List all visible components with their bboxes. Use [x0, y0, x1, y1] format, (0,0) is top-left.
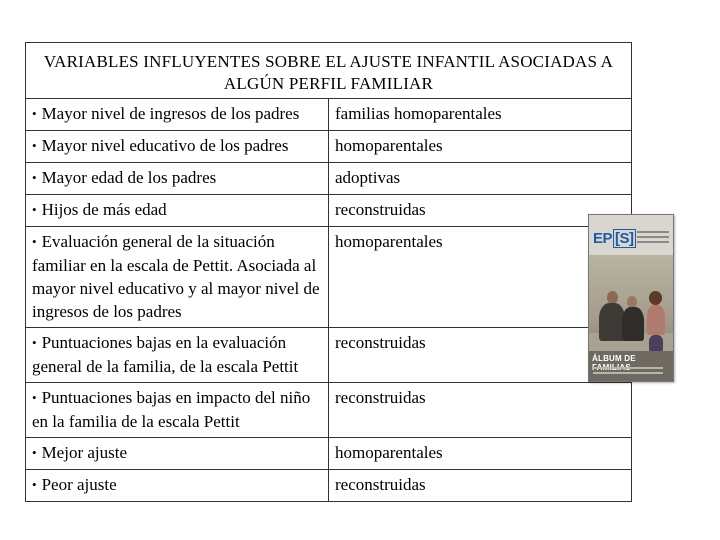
- table-row: [26, 131, 632, 163]
- variable-cell: [26, 195, 329, 227]
- family-photo: [589, 255, 673, 351]
- variable-cell: [26, 99, 329, 131]
- variables-table: [25, 42, 632, 502]
- table-row: [26, 383, 632, 438]
- table-row: [26, 227, 632, 328]
- bullet-icon: •: [32, 106, 37, 121]
- perfil-cell: reconstruidas: [329, 470, 632, 502]
- bullet-icon: •: [32, 477, 37, 492]
- girl-head: [649, 291, 662, 305]
- perfil-cell: reconstruidas: [329, 328, 632, 383]
- bullet-icon: •: [32, 445, 37, 460]
- masthead-small-text: [637, 231, 669, 246]
- bullet-icon: •: [32, 234, 37, 249]
- masthead-ep: EP: [593, 230, 613, 247]
- magazine-masthead: [593, 230, 636, 247]
- table-body: [26, 99, 632, 502]
- perfil-cell: familias homoparentales: [329, 99, 632, 131]
- perfil-cell: homoparentales: [329, 131, 632, 163]
- mother-figure: [622, 307, 644, 341]
- variable-cell: [26, 470, 329, 502]
- magazine-cover-image: [588, 214, 674, 382]
- variable-text: Mejor ajuste: [41, 443, 128, 462]
- variable-text: Peor ajuste: [41, 475, 117, 494]
- bullet-icon: •: [32, 335, 37, 350]
- variable-text: Mayor nivel de ingresos de los padres: [41, 104, 300, 123]
- perfil-cell: adoptivas: [329, 163, 632, 195]
- variable-cell: [26, 227, 329, 328]
- variable-cell: [26, 131, 329, 163]
- variable-text: Mayor nivel educativo de los padres: [41, 136, 289, 155]
- bullet-icon: •: [32, 390, 37, 405]
- variable-text: Hijos de más edad: [41, 200, 167, 219]
- masthead-s: [S]: [615, 230, 634, 247]
- variable-cell: [26, 163, 329, 195]
- girl-legs: [649, 335, 663, 351]
- perfil-cell: homoparentales: [329, 227, 632, 328]
- table-row: [26, 195, 632, 227]
- table-row: [26, 438, 632, 470]
- perfil-cell: reconstruidas: [329, 195, 632, 227]
- variable-text: Evaluación general de la situación familiar en la escala de Pettit. Asociada al mayor nivel educativo y al mayor nivel de ingresos de los padres: [32, 232, 320, 321]
- table-row: [26, 163, 632, 195]
- bullet-icon: •: [32, 170, 37, 185]
- variable-text: Mayor edad de los padres: [41, 168, 217, 187]
- cover-title: ÁLBUM DE: [592, 354, 636, 363]
- perfil-cell: homoparentales: [329, 438, 632, 470]
- variable-text: Puntuaciones bajas en impacto del niño en la familia de la escala Pettit: [32, 388, 311, 431]
- table-row: [26, 99, 632, 131]
- table-row: [26, 470, 632, 502]
- bullet-icon: •: [32, 138, 37, 153]
- table-row: [26, 328, 632, 383]
- table-header-row: [26, 43, 632, 99]
- cover-subtitle-lines: [593, 367, 663, 377]
- variable-cell: [26, 328, 329, 383]
- bullet-icon: •: [32, 202, 37, 217]
- perfil-cell: reconstruidas: [329, 383, 632, 438]
- variable-cell: [26, 383, 329, 438]
- girl-figure: [647, 305, 665, 335]
- table-header: VARIABLES INFLUYENTES SOBRE EL AJUSTE INFANTIL ASOCIADAS A ALGÚN PERFIL FAMILIAR: [26, 43, 632, 99]
- variable-cell: [26, 438, 329, 470]
- variable-text: Puntuaciones bajas en la evaluación general de la familia, de la escala Pettit: [32, 333, 299, 376]
